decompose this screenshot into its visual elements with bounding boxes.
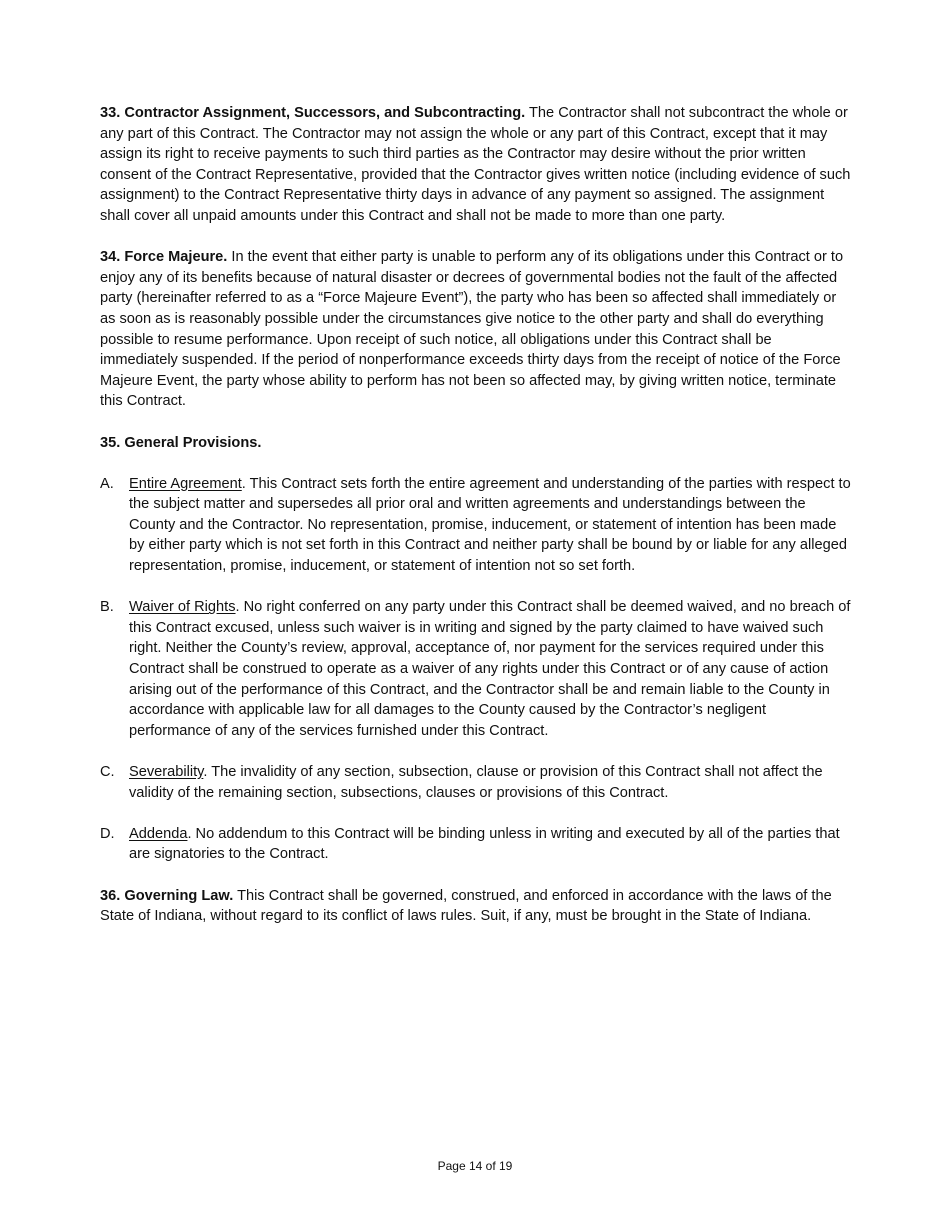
section-heading: 34. Force Majeure. <box>100 249 228 266</box>
provision-letter: C. <box>100 764 115 780</box>
provision-term: Severability <box>129 764 204 780</box>
provision-term: Addenda <box>129 825 188 842</box>
provision-text: . No right conferred on any party under this Contract shall be deemed waived, and no breach of this Contract excused, unless such waiver is in writing and signed by the party claimed to have waived such right. Neither the County’s review, approval, acceptance of, nor payment for the services required under this Contract shall be construed to operate as a waiver of any rights under this Contract or of any cause of action arising out of the performance of this Contract, and the Contractor shall be and remain liable to the County in accordance with applicable law for all damages to the County caused by the Contractor’s negligent performance of any of the services furnished under this Contract. <box>129 599 851 739</box>
provision-term: Waiver of Rights <box>129 599 236 616</box>
section-36-governing-law <box>100 886 852 927</box>
provision-text: . The invalidity of any section, subsection, clause or provision of this Contract shall not affect the validity of the remaining section, subsections, clauses or provisions of this Contract. <box>129 764 823 801</box>
provision-letter: B. <box>100 599 114 616</box>
section-33-assignment <box>100 103 852 227</box>
provision-item-addenda <box>100 824 852 865</box>
section-heading: 36. Governing Law. <box>100 887 234 904</box>
provision-body <box>129 824 852 865</box>
provision-item-entire-agreement <box>100 474 852 577</box>
section-34-force-majeure <box>100 247 852 412</box>
section-body: In the event that either party is unable to perform any of its obligations under this Contract or to enjoy any of its benefits because of natural disaster or decrees of governmental bodies not the fault of the affected party (hereinafter referred to as a “Force Majeure Event”), the party who has been so affected shall immediately or as soon as is reasonably possible under the circumstances give notice to the other party and shall do everything possible to resume performance. Upon receipt of such notice, all obligations under this Contract shall be immediately suspended. If the period of nonperformance exceeds thirty days from the receipt of notice of the Force Majeure Event, the party whose ability to perform has not been so affected may, by giving written notice, terminate this Contract. <box>100 249 844 410</box>
provision-body <box>129 762 852 803</box>
provision-body <box>129 597 852 741</box>
section-35-heading: 35. General Provisions. <box>100 434 262 451</box>
document-page <box>100 103 852 947</box>
provision-body <box>129 474 852 577</box>
section-heading: 33. Contractor Assignment, Successors, and Subcontracting. <box>100 105 526 121</box>
provision-letter: A. <box>100 475 114 492</box>
provision-letter: D. <box>100 825 115 842</box>
provision-term: Entire Agreement <box>129 475 242 492</box>
provision-text: . This Contract sets forth the entire agreement and understanding of the parties with respect to the subject matter and supersedes all prior oral and written agreements and understandings between the County and the Contractor. No representation, promise, inducement, or statement of intention has been made by either party which is not set forth in this Contract and neither party shall be bound by or liable for any alleged representation, promise, inducement, or statement of intention not so set forth. <box>129 475 851 575</box>
provision-item-severability <box>100 762 852 803</box>
section-body: The Contractor shall not subcontract the whole or any part of this Contract. The Contractor may not assign the whole or any part of this Contract, except that it may assign its right to receive payments to such third parties as the Contractor may desire without the prior written consent of the Contract Representative, provided that the Contractor gives written notice (including evidence of such assignment) to the Contract Representative thirty days in advance of any payment so assigned. The assignment shall cover all unpaid amounts under this Contract and shall not be made to more than one party. <box>100 105 851 224</box>
provision-text: . No addendum to this Contract will be binding unless in writing and executed by all of the parties that are signatories to the Contract. <box>129 825 840 863</box>
section-body: This Contract shall be governed, construed, and enforced in accordance with the laws of the State of Indiana, without regard to its conflict of laws rules. Suit, if any, must be brought in the State of Indiana. <box>100 887 832 925</box>
page-number: Page 14 of 19 <box>437 1159 513 1173</box>
provision-item-waiver-of-rights <box>100 597 852 741</box>
